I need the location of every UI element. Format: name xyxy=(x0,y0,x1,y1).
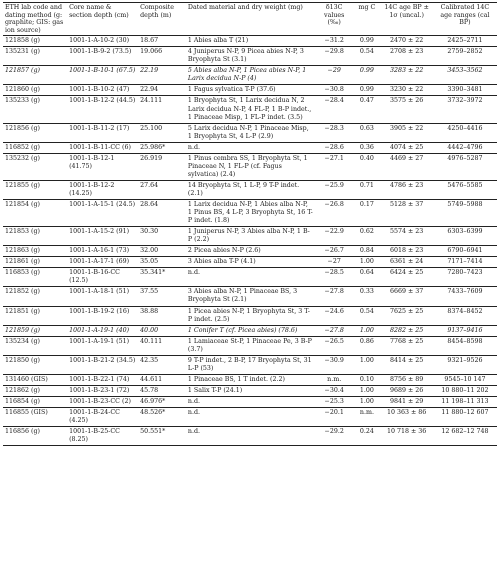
cell-lab-code: 121860 (g) xyxy=(5,86,40,94)
cell-dated-material: 9 T-P indet., 2 B-P, 17 Bryophyta St, 31 L-P (53) xyxy=(187,356,312,372)
cell-mgc: 0.17 xyxy=(359,200,374,208)
cell-lab-code: 121853 (g) xyxy=(5,228,40,236)
cell-lab-code: 121855 (g) xyxy=(5,181,40,189)
cell-calibrated-age: 6790–6941 xyxy=(447,247,483,255)
cell-lab-code: 131460 (GIS) xyxy=(5,375,48,383)
cell-dated-material: 5 Abies alba N-P, 1 Picea abies N-P, 1 Larix decidua N-P (4) xyxy=(187,67,307,83)
cell-14c-age: 6018 ± 23 xyxy=(389,247,424,255)
cell-14c-age: 3905 ± 22 xyxy=(389,124,424,132)
cell-core-name: 1001-1-B-10-1 (67.5) xyxy=(69,67,136,75)
cell-14c-age: 8756 ± 89 xyxy=(389,375,424,383)
cell-composite-depth: 45.78 xyxy=(140,386,159,394)
table-row xyxy=(3,153,497,180)
cell-calibrated-age: 4250–4416 xyxy=(447,124,483,132)
cell-d13c: −28.3 xyxy=(324,124,344,132)
cell-d13c: −25.3 xyxy=(324,397,344,405)
cell-composite-depth: 50.551* xyxy=(140,428,166,436)
cell-calibrated-age: 2425–2711 xyxy=(447,37,483,45)
table-header xyxy=(3,3,497,36)
cell-lab-code: 116852 (g) xyxy=(5,143,40,151)
cell-14c-age: 6361 ± 24 xyxy=(389,258,424,266)
cell-core-name: 1001-1-A-17-1 (69) xyxy=(69,258,130,266)
cell-calibrated-age: 5749–5988 xyxy=(447,200,483,208)
table-row xyxy=(3,427,497,446)
table-body xyxy=(3,36,497,446)
cell-mgc: 0.36 xyxy=(359,143,374,151)
cell-dated-material: 3 Abies alba T-P (4.1) xyxy=(187,258,256,266)
cell-composite-depth: 30.30 xyxy=(140,228,159,236)
cell-calibrated-age: 9545–10 147 xyxy=(444,375,486,383)
cell-lab-code: 121852 (g) xyxy=(5,288,40,296)
cell-d13c: −22.9 xyxy=(324,228,344,236)
cell-calibrated-age: 7280–7423 xyxy=(447,269,483,277)
cell-lab-code: 135231 (g) xyxy=(5,48,40,56)
cell-14c-age: 2708 ± 23 xyxy=(389,48,424,56)
cell-lab-code: 121858 (g) xyxy=(5,37,40,45)
cell-mgc: 0.99 xyxy=(359,86,374,94)
radiocarbon-table xyxy=(3,2,497,446)
cell-dated-material: 5 Larix decidua N-P, 1 Pinaceae Misp, 1 Bryophyta St, 4 L-P (2.9) xyxy=(187,124,309,140)
cell-calibrated-age: 3732–3972 xyxy=(447,97,483,105)
cell-calibrated-age: 9321–9526 xyxy=(447,356,483,364)
cell-lab-code: 121857 (g) xyxy=(5,67,40,75)
table-row xyxy=(3,287,497,306)
cell-d13c: −26.8 xyxy=(324,200,344,208)
cell-dated-material: 3 Abies alba N-P, 1 Pinaceae BS, 3 Bryophyta St (2.1) xyxy=(187,288,298,304)
cell-dated-material: n.d. xyxy=(187,397,200,405)
cell-d13c: −27 xyxy=(327,258,341,266)
cell-lab-code: 121856 (g) xyxy=(5,124,40,132)
table-row xyxy=(3,85,497,96)
cell-14c-age: 10 363 ± 86 xyxy=(386,408,427,416)
cell-calibrated-age: 7171–7414 xyxy=(447,258,483,266)
table-row xyxy=(3,47,497,66)
cell-calibrated-age: 4442–4796 xyxy=(447,143,483,151)
table-row xyxy=(3,199,497,226)
cell-mgc: 0.62 xyxy=(359,228,374,236)
cell-composite-depth: 25.100 xyxy=(140,124,163,132)
cell-core-name: 1001-1-A-15-1 (24.5) xyxy=(69,200,136,208)
table-row xyxy=(3,246,497,257)
cell-composite-depth: 38.88 xyxy=(140,307,159,315)
cell-core-name: 1001-1-A-19-1 (51) xyxy=(69,337,130,345)
cell-mgc: 0.40 xyxy=(359,154,374,162)
cell-d13c: −27.1 xyxy=(324,154,344,162)
cell-14c-age: 5128 ± 37 xyxy=(389,200,424,208)
cell-lab-code: 135234 (g) xyxy=(5,337,40,345)
cell-14c-age: 2470 ± 22 xyxy=(389,37,424,45)
cell-composite-depth: 28.64 xyxy=(140,200,159,208)
cell-lab-code: 116855 (GIS) xyxy=(5,408,48,416)
cell-core-name: 1001-1-B-16-CC (12.5) xyxy=(69,269,120,285)
cell-calibrated-age: 2759–2852 xyxy=(447,48,483,56)
cell-core-name: 1001-1-B-23-CC (2) xyxy=(69,397,131,405)
cell-core-name: 1001-1-B-10-2 (47) xyxy=(69,86,130,94)
cell-dated-material: n.d. xyxy=(187,143,200,151)
cell-mgc: 0.10 xyxy=(359,375,374,383)
cell-dated-material: 4 Juniperus N-P, 9 Picea abies N-P, 3 Bryophyta St (3.1) xyxy=(187,48,304,64)
cell-d13c: −26.5 xyxy=(324,337,344,345)
table-row xyxy=(3,407,497,426)
header-14c-age: 14C age BP ± 1σ (uncal.) xyxy=(384,4,429,19)
cell-core-name: 1001-1-B-19-2 (16) xyxy=(69,307,130,315)
cell-lab-code: 121851 (g) xyxy=(5,307,40,315)
cell-core-name: 1001-1-B-21-2 (34.5) xyxy=(69,356,136,364)
cell-mgc: 0.33 xyxy=(359,288,374,296)
cell-d13c: −30.9 xyxy=(324,356,344,364)
cell-calibrated-age: 8374–8452 xyxy=(447,307,483,315)
cell-lab-code: 116854 (g) xyxy=(5,397,40,405)
cell-dated-material: n.d. xyxy=(187,428,200,436)
cell-lab-code: 116856 (g) xyxy=(5,428,40,436)
cell-mgc: 1.00 xyxy=(359,356,374,364)
table-row xyxy=(3,268,497,287)
cell-composite-depth: 46.976* xyxy=(140,397,166,405)
cell-d13c: −20.1 xyxy=(324,408,344,416)
cell-calibrated-age: 10 880–11 202 xyxy=(441,386,489,394)
table-row xyxy=(3,306,497,325)
table-row xyxy=(3,385,497,396)
cell-d13c: −29.8 xyxy=(324,48,344,56)
cell-d13c: −28.4 xyxy=(324,97,344,105)
cell-dated-material: 1 Picea abies N-P, 1 Bryophyta St, 3 T-P indet. (2.5) xyxy=(187,307,310,323)
cell-14c-age: 6424 ± 25 xyxy=(389,269,424,277)
header-lab-code: ETH lab code and dating method (g: graphite; GIS: gas ion source) xyxy=(5,4,64,34)
cell-core-name: 1001-1-A-10-2 (30) xyxy=(69,37,130,45)
cell-14c-age: 8414 ± 25 xyxy=(389,356,424,364)
cell-dated-material: 1 Pinus cembra SS, 1 Bryophyta St, 1 Pinaceae N, 1 FL-P (cf. Fagus sylvatica) (2.4) xyxy=(187,154,308,178)
cell-mgc: 1.00 xyxy=(359,258,374,266)
cell-core-name: 1001-1-A-15-2 (91) xyxy=(69,228,130,236)
cell-core-name: 1001-1-B-12-2 (14.25) xyxy=(69,181,115,197)
cell-dated-material: n.d. xyxy=(187,269,200,277)
table-row xyxy=(3,123,497,142)
cell-calibrated-age: 9137–9416 xyxy=(447,326,483,334)
cell-dated-material: n.d. xyxy=(187,408,200,416)
cell-calibrated-age: 4976–5287 xyxy=(447,154,483,162)
cell-dated-material: 1 Pinaceae BS, 1 T indet. (2.2) xyxy=(187,375,285,383)
cell-d13c: −30.8 xyxy=(324,86,344,94)
cell-composite-depth: 32.00 xyxy=(140,247,159,255)
cell-mgc: 0.24 xyxy=(359,428,374,436)
header-mgc: mg C xyxy=(358,4,376,11)
cell-lab-code: 121854 (g) xyxy=(5,200,40,208)
cell-dated-material: 1 Fagus sylvatica T-P (37.6) xyxy=(187,86,276,94)
cell-composite-depth: 24.111 xyxy=(140,97,163,105)
cell-core-name: 1001-1-A-18-1 (51) xyxy=(69,288,130,296)
cell-composite-depth: 37.55 xyxy=(140,288,159,296)
header-row xyxy=(3,3,497,36)
cell-mgc: 0.84 xyxy=(359,247,374,255)
cell-mgc: 0.99 xyxy=(359,37,374,45)
cell-d13c: −25.9 xyxy=(324,181,344,189)
cell-composite-depth: 27.64 xyxy=(140,181,159,189)
cell-core-name: 1001-1-B-25-CC (8.25) xyxy=(69,428,120,444)
cell-composite-depth: 22.19 xyxy=(140,67,159,75)
cell-14c-age: 3575 ± 26 xyxy=(389,97,424,105)
cell-composite-depth: 19.066 xyxy=(140,48,163,56)
cell-calibrated-age: 3390–3481 xyxy=(447,86,483,94)
cell-dated-material: 2 Picea abies N-P (2.6) xyxy=(187,247,261,255)
cell-lab-code: 121850 (g) xyxy=(5,356,40,364)
cell-calibrated-age: 7433–7609 xyxy=(447,288,483,296)
header-dated-material: Dated material and dry weight (mg) xyxy=(187,4,303,11)
cell-calibrated-age: 3453–3562 xyxy=(447,67,483,75)
header-composite-depth: Composite depth (m) xyxy=(140,4,174,19)
table-row xyxy=(3,374,497,385)
cell-mgc: 0.47 xyxy=(359,97,374,105)
cell-d13c: −26.7 xyxy=(324,247,344,255)
table-row xyxy=(3,355,497,374)
cell-composite-depth: 25.986* xyxy=(140,143,166,151)
cell-dated-material: 14 Bryophyta St, 1 L-P, 9 T-P indet. (2.1) xyxy=(187,181,300,197)
cell-14c-age: 3230 ± 22 xyxy=(389,86,424,94)
cell-d13c: −31.2 xyxy=(324,37,344,45)
cell-d13c: −28.5 xyxy=(324,269,344,277)
cell-core-name: 1001-1-B-9-2 (73.5) xyxy=(69,48,132,56)
table-row xyxy=(3,257,497,268)
cell-composite-depth: 40.00 xyxy=(140,326,159,334)
cell-d13c: n.m. xyxy=(327,375,342,383)
cell-lab-code: 135232 (g) xyxy=(5,154,40,162)
cell-14c-age: 7768 ± 25 xyxy=(389,337,424,345)
cell-dated-material: 1 Juniperus N-P, 3 Abies alba N-P, 1 B-P (2.2) xyxy=(187,228,310,244)
table-row xyxy=(3,325,497,336)
cell-dated-material: 1 Conifer T (cf. Picea abies) (78.6) xyxy=(187,326,298,334)
cell-composite-depth: 48.526* xyxy=(140,408,166,416)
cell-mgc: 0.54 xyxy=(359,307,374,315)
cell-composite-depth: 18.67 xyxy=(140,37,159,45)
table-row xyxy=(3,142,497,153)
cell-mgc: 0.64 xyxy=(359,269,374,277)
cell-mgc: n.m. xyxy=(359,408,374,416)
cell-mgc: 0.99 xyxy=(359,67,374,75)
cell-lab-code: 116853 (g) xyxy=(5,269,40,277)
cell-core-name: 1001-1-B-24-CC (4.25) xyxy=(69,408,120,425)
table-row xyxy=(3,96,497,123)
cell-dated-material: 1 Salix T-P (24.1) xyxy=(187,386,243,394)
table-row xyxy=(3,227,497,246)
cell-composite-depth: 40.111 xyxy=(140,337,163,345)
cell-mgc: 1.00 xyxy=(359,326,374,334)
cell-calibrated-age: 5476–5585 xyxy=(447,181,483,189)
cell-d13c: −29 xyxy=(327,67,341,75)
cell-calibrated-age: 8454–8598 xyxy=(447,337,483,345)
cell-core-name: 1001-1-B-23-1 (72) xyxy=(69,386,130,394)
cell-dated-material: 1 Abies alba T (21) xyxy=(187,37,249,45)
table-row xyxy=(3,36,497,47)
cell-d13c: −24.6 xyxy=(324,307,344,315)
cell-14c-age: 9841 ± 29 xyxy=(389,397,424,405)
cell-composite-depth: 22.94 xyxy=(140,86,159,94)
cell-14c-age: 8282 ± 25 xyxy=(389,326,424,334)
cell-composite-depth: 42.35 xyxy=(140,356,159,364)
header-core-name: Core name & section depth (cm) xyxy=(69,4,129,19)
cell-calibrated-age: 11 880–12 607 xyxy=(441,408,489,416)
cell-core-name: 1001-1-B-11-CC (6) xyxy=(69,143,131,151)
cell-core-name: 1001-1-B-11-2 (17) xyxy=(69,124,130,132)
cell-14c-age: 7625 ± 25 xyxy=(389,307,424,315)
cell-calibrated-age: 12 682–12 748 xyxy=(441,428,489,436)
cell-14c-age: 5574 ± 23 xyxy=(389,228,424,236)
cell-lab-code: 135233 (g) xyxy=(5,97,40,105)
cell-14c-age: 4786 ± 23 xyxy=(389,181,424,189)
cell-14c-age: 9689 ± 26 xyxy=(389,386,424,394)
cell-core-name: 1001-1-A-19-1 (40) xyxy=(69,326,130,334)
cell-composite-depth: 44.611 xyxy=(140,375,163,383)
cell-d13c: −27.8 xyxy=(324,288,344,296)
cell-dated-material: 1 Lamiaceae St-P, 1 Pinaceae Pe, 3 B-P (3.7) xyxy=(187,337,312,353)
cell-mgc: 0.71 xyxy=(359,181,374,189)
cell-dated-material: 1 Bryophyta St, 1 Larix decidua N, 2 Larix decidua N-P, 4 FL-P, 1 B-P indet., 1 Pinaceae Misp, 1 FL-P indet. (3.5) xyxy=(187,97,312,121)
cell-14c-age: 4074 ± 25 xyxy=(389,143,424,151)
cell-core-name: 1001-1-B-12-2 (44.5) xyxy=(69,97,136,105)
table-row xyxy=(3,180,497,199)
cell-d13c: −27.8 xyxy=(324,326,344,334)
cell-lab-code: 121863 (g) xyxy=(5,247,40,255)
cell-mgc: 1.00 xyxy=(359,397,374,405)
cell-mgc: 0.54 xyxy=(359,48,374,56)
cell-d13c: −28.6 xyxy=(324,143,344,151)
header-calibrated-age: Calibrated 14C age ranges (cal BP) xyxy=(440,4,490,27)
cell-14c-age: 10 718 ± 36 xyxy=(386,428,427,436)
cell-core-name: 1001-1-B-12-1 (41.75) xyxy=(69,154,115,170)
cell-composite-depth: 35.341* xyxy=(140,269,166,277)
cell-calibrated-age: 11 198–11 313 xyxy=(441,397,489,405)
cell-dated-material: 1 Larix decidua N-P, 1 Abies alba N-P, 1 Pinus BS, 4 L-P, 3 Bryophyta St, 16 T-P indet. (1.8) xyxy=(187,200,313,225)
cell-core-name: 1001-1-B-22-1 (74) xyxy=(69,375,130,383)
cell-composite-depth: 35.05 xyxy=(140,258,159,266)
cell-d13c: −29.2 xyxy=(324,428,344,436)
cell-calibrated-age: 6303–6399 xyxy=(447,228,483,236)
cell-core-name: 1001-1-A-16-1 (73) xyxy=(69,247,130,255)
cell-lab-code: 121861 (g) xyxy=(5,258,40,266)
table-row xyxy=(3,66,497,85)
table-row xyxy=(3,396,497,407)
cell-mgc: 1.00 xyxy=(359,386,374,394)
cell-composite-depth: 26.919 xyxy=(140,154,163,162)
cell-14c-age: 3283 ± 22 xyxy=(389,67,424,75)
cell-mgc: 0.63 xyxy=(359,124,374,132)
cell-lab-code: 121859 (g) xyxy=(5,326,40,334)
table-row xyxy=(3,336,497,355)
cell-d13c: −30.4 xyxy=(324,386,344,394)
cell-14c-age: 6669 ± 37 xyxy=(389,288,424,296)
header-d13c: δ13C values (‰) xyxy=(324,4,345,27)
cell-mgc: 0.86 xyxy=(359,337,374,345)
cell-lab-code: 121862 (g) xyxy=(5,386,40,394)
cell-14c-age: 4469 ± 27 xyxy=(389,154,424,162)
